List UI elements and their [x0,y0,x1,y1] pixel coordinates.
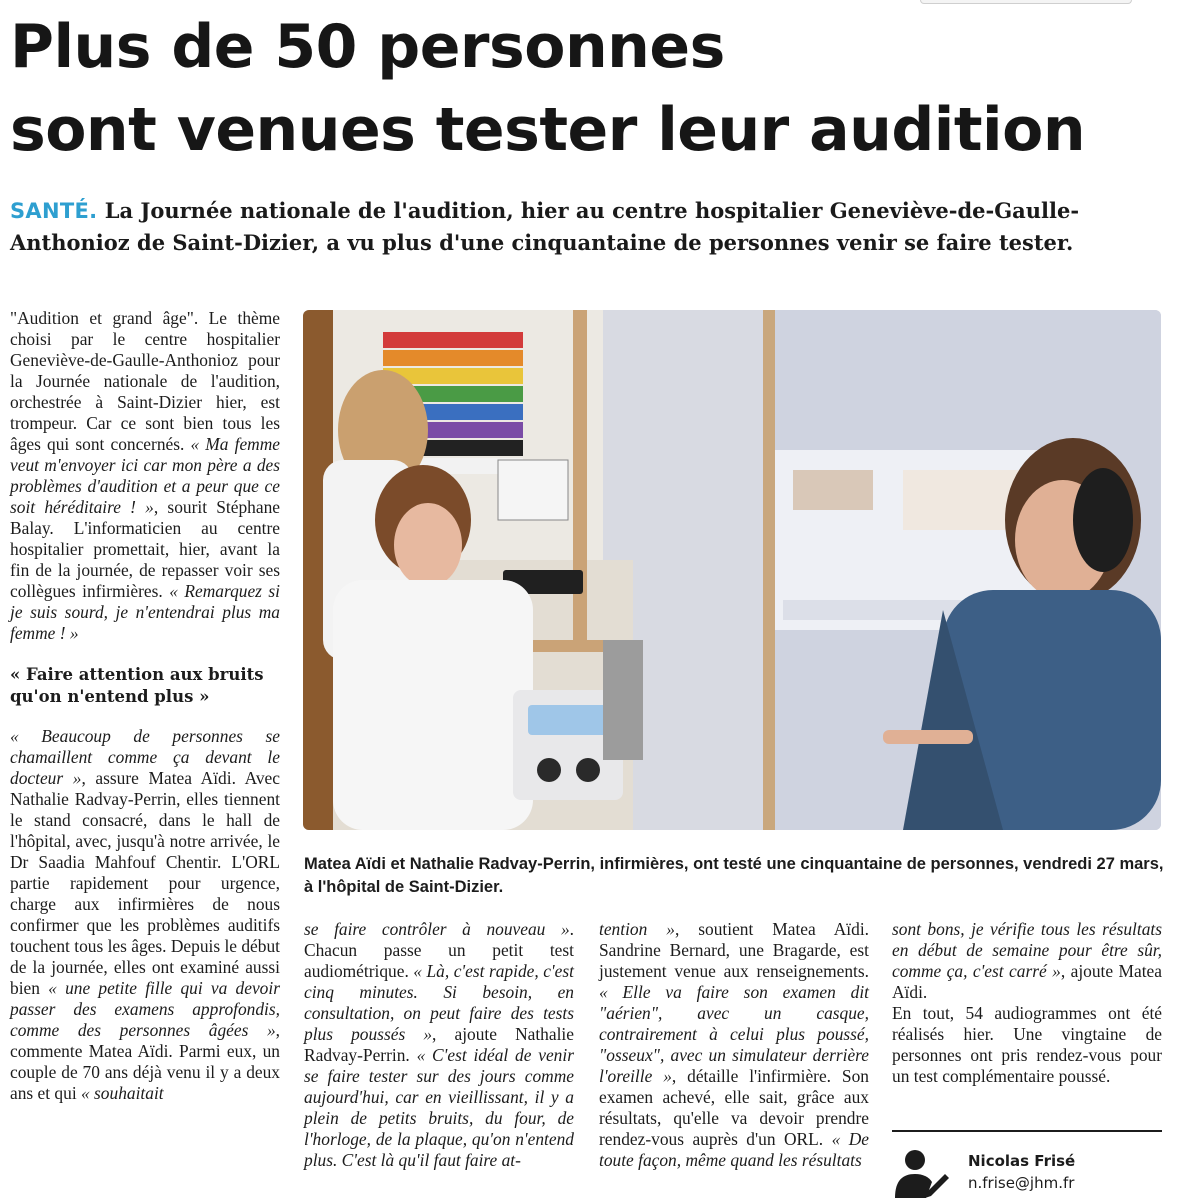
quote: « une petite fille qui va devoir passer des examens approfondis, comme des personnes âgées » [10,978,280,1040]
paragraph-2 [10,726,280,1104]
quote: « De toute façon, même quand les résultats [599,1129,869,1170]
author-name: Nicolas Frisé [968,1152,1076,1170]
text-run: "Audition et grand âge". Le thème choisi par le centre hospitalier Geneviève-de-Gaulle-Anthonioz pour la Journée nationale de l'audition, orchestrée à Saint-Dizier hier, est trompeur. Car ce sont bien tous les âges qui sont concernés. [10,308,280,454]
paragraph-3 [304,919,574,1171]
text-column-1 [10,308,280,1104]
text-column-3 [599,919,869,1171]
lead-text: La Journée nationale de l'audition, hier au centre hospitalier Geneviève-de-Gaulle-Anthonioz de Saint-Dizier, a vu plus d'une cinquantaine de personnes venir se faire tester. [10,198,1080,255]
text-run: , soutient Matea Aïdi. Sandrine Bernard, une Bragarde, est justement venue aux renseignements. [599,919,869,981]
article-lead [10,195,1170,259]
text-run: . Chacun passe un petit test audiométrique. [304,919,574,981]
intertitle: « Faire attention aux bruits qu'on n'entend plus » [10,665,264,706]
text-run: , détaille l'infirmière. Son examen achevé, elle sait, grâce aux résultats, qu'elle va devoir prendre rendez-vous auprès d'un ORL. [599,1066,869,1149]
quote: tention » [599,919,675,939]
quote: « Remarquez si je suis sourd, je n'entendrai plus ma femme ! » [10,581,280,643]
quote: « Beaucoup de personnes se chamaillent comme ça devant le docteur » [10,726,280,788]
text-run: , commente Matea Aïdi. Parmi eux, un couple de 70 ans déjà venu il y a deux ans et qui [10,1020,280,1103]
paragraph-6: En tout, 54 audiogrammes ont été réalisés hier. Une vingtaine de personnes ont pris rendez-vous pour un test complémentaire poussé. [892,1003,1162,1086]
quote: « Là, c'est rapide, c'est cinq minutes. Si besoin, en consultation, on peut faire des tests plus poussés » [304,961,574,1044]
text-column-4 [892,919,1162,1087]
headline-line-2: sont venues tester leur audition [10,95,1086,165]
article-headline [10,6,1170,172]
photo-caption: Matea Aïdi et Nathalie Radvay-Perrin, infirmières, ont testé une cinquantaine de personnes, vendredi 27 mars, à l'hôpital de Saint-Dizier. [304,855,1164,896]
journalist-writing-icon [893,1148,949,1198]
text-run: , assure Matea Aïdi. Avec Nathalie Radvay-Perrin, elles tiennent le stand consacré, dans le hall de l'hôpital, avec, jusqu'à notre arrivée, le Dr Saadia Mahfouf Chentir. L'ORL partie rapidement pour urgence, charge aux infirmières de nous confirmer que les problèmes auditifs touchent tous les âges. Depuis le début de la journée, elles ont examiné aussi bien [10,768,280,998]
text-run: , ajoute Matea Aïdi. [892,961,1162,1002]
quote: « C'est idéal de venir se faire tester sur des jours comme aujourd'hui, car en vieillissant, il y a plein de petits bruits, du four, de l'horloge, de la plaque, qu'on n'entend plus. C'est là qu'il faut faire at- [304,1045,574,1170]
quote: « souhaitait [81,1083,164,1103]
author-email[interactable]: n.frise@jhm.fr [968,1174,1075,1192]
photo-illustration [303,310,1161,830]
quote: sont bons, je vérifie tous les résultats en début de semaine pour être sûr, comme ça, c'est carré » [892,919,1162,981]
quote: « Elle va faire son examen dit "aérien", avec un casque, contrairement à celui plus poussé, "osseux", avec un simulateur derrière l'oreille » [599,982,869,1086]
text-run: , ajoute Nathalie Radvay-Perrin. [304,1024,574,1065]
paragraph-1 [10,308,280,644]
headline-line-1: Plus de 50 personnes [10,12,725,82]
paragraph-4 [599,919,869,1171]
quote: « Ma femme veut m'envoyer ici car mon père a des problèmes d'audition et a peur que ce soit héréditaire ! » [10,434,280,517]
section-kicker: SANTÉ. [10,199,98,223]
page-top-tab [920,0,1132,4]
text-column-2 [304,919,574,1171]
paragraph-5 [892,919,1162,1003]
quote: se faire contrôler à nouveau » [304,919,570,939]
signature-divider [892,1130,1162,1132]
text-run: , sourit Stéphane Balay. L'informaticien au centre hospitalier promettait, hier, avant la fin de la journée, de repasser voir ses collègues infirmières. [10,497,280,601]
article-photo [303,310,1161,830]
